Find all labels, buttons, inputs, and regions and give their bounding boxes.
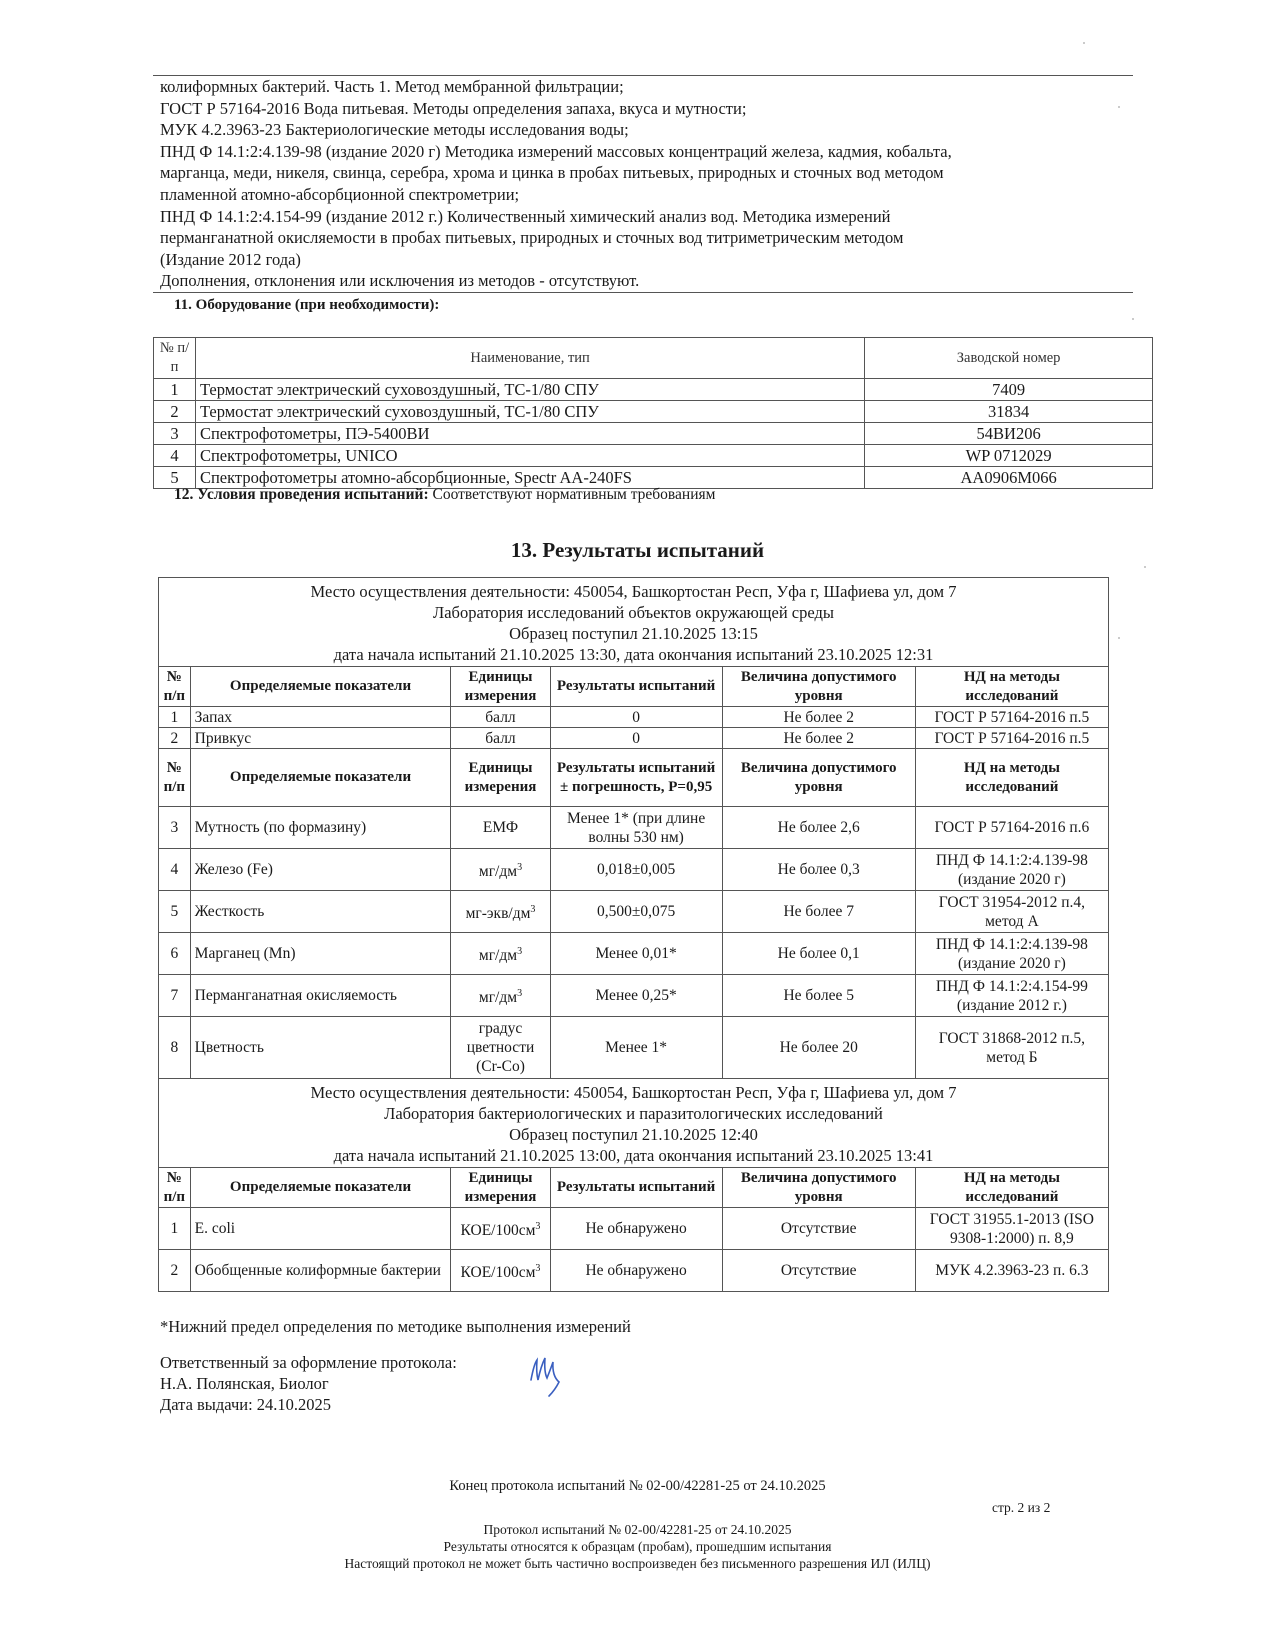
- page-number: стр. 2 из 2: [992, 1500, 1051, 1515]
- row-units: [451, 1250, 550, 1292]
- units-exponent: 3: [535, 1220, 541, 1232]
- scan-speck: [1132, 318, 1134, 320]
- responsible-person: Н.А. Полянская, Биолог: [160, 1374, 329, 1393]
- header-result: Результаты испытаний: [550, 1168, 722, 1208]
- sample-received: Образец поступил 21.10.2025 13:15: [509, 624, 758, 643]
- equipment-num: 2: [154, 401, 196, 423]
- footer-protocol: Протокол испытаний № 02-00/42281-25 от 24.10.2025: [483, 1522, 792, 1537]
- methods-line: (Издание 2012 года): [160, 249, 301, 269]
- row-method: ГОСТ Р 57164-2016 п.6: [915, 807, 1108, 849]
- row-limit: Не более 0,3: [722, 849, 915, 891]
- units-exponent: 3: [517, 987, 523, 999]
- signoff-block: [160, 1352, 457, 1415]
- scan-speck: [1144, 566, 1146, 568]
- row-num: 5: [159, 891, 191, 933]
- row-result: 0: [550, 707, 722, 728]
- row-limit: Не более 2: [722, 728, 915, 749]
- results-header-row-uncertainty: [159, 749, 1109, 807]
- methods-line: Дополнения, отклонения или исключения из методов - отсутствуют.: [160, 271, 640, 291]
- methods-line: ГОСТ Р 57164-2016 Вода питьевая. Методы определения запаха, вкуса и мутности;: [160, 98, 747, 118]
- row-limit: Не более 0,1: [722, 933, 915, 975]
- header-method: НД на методы исследований: [915, 749, 1108, 807]
- table-row: [154, 445, 1153, 467]
- row-indicator: Мутность (по формазину): [190, 807, 451, 849]
- row-num: 8: [159, 1017, 191, 1079]
- row-result: 0,500±0,075: [550, 891, 722, 933]
- equipment-serial: 54ВИ206: [865, 423, 1153, 445]
- page-footer: [0, 1521, 1275, 1572]
- table-row: [159, 1250, 1109, 1292]
- equipment-num: 4: [154, 445, 196, 467]
- units-text: мг/дм: [478, 863, 518, 881]
- equipment-serial: 31834: [865, 401, 1153, 423]
- table-row: [154, 379, 1153, 401]
- table-row: [154, 423, 1153, 445]
- row-units: [451, 891, 550, 933]
- equipment-serial: AA0906M066: [865, 467, 1153, 489]
- header-limit: Величина допустимого уровня: [722, 749, 915, 807]
- issue-date: Дата выдачи: 24.10.2025: [160, 1395, 332, 1414]
- lab-name: Лаборатория исследований объектов окружающей среды: [433, 603, 834, 622]
- header-num: № п/п: [159, 667, 191, 707]
- equipment-num: 3: [154, 423, 196, 445]
- row-result: Менее 0,01*: [550, 933, 722, 975]
- table-row: [159, 891, 1109, 933]
- row-method: ГОСТ 31955.1-2013 (ISO 9308-1:2000) п. 8,9: [915, 1208, 1108, 1250]
- row-indicator: Запах: [190, 707, 451, 728]
- equipment-name: Термостат электрический суховоздушный, ТС-1/80 СПУ: [195, 379, 864, 401]
- table-row: [159, 728, 1109, 749]
- equipment-name: Спектрофотометры, ПЭ-5400ВИ: [195, 423, 864, 445]
- row-result: 0,018±0,005: [550, 849, 722, 891]
- equipment-serial: WP 0712029: [865, 445, 1153, 467]
- row-units: балл: [451, 707, 550, 728]
- methods-line: марганца, меди, никеля, свинца, серебра, хрома и цинка в пробах питьевых, природных и сточных вод методом: [160, 163, 944, 183]
- header-num: № п/п: [159, 749, 191, 807]
- equipment-table: [153, 337, 1153, 489]
- row-num: 2: [159, 1250, 191, 1292]
- table-row: [159, 933, 1109, 975]
- row-method: ПНД Ф 14.1:2:4.139-98 (издание 2020 г): [915, 849, 1108, 891]
- header-limit: Величина допустимого уровня: [722, 667, 915, 707]
- row-units: [451, 933, 550, 975]
- equipment-name: Спектрофотометры, UNICO: [195, 445, 864, 467]
- row-num: 3: [159, 807, 191, 849]
- row-limit: Не более 2,6: [722, 807, 915, 849]
- equipment-serial: 7409: [865, 379, 1153, 401]
- table-row: [154, 401, 1153, 423]
- header-result: Результаты испытаний: [550, 667, 722, 707]
- units-text: КОЕ/100см: [460, 1264, 536, 1282]
- equipment-num: 5: [154, 467, 196, 489]
- header-units: Единицы измерения: [451, 667, 550, 707]
- row-indicator: Жесткость: [190, 891, 451, 933]
- row-result: Менее 1*: [550, 1017, 722, 1079]
- units-text: ЕМФ: [482, 819, 519, 836]
- units-exponent: 3: [535, 1262, 541, 1274]
- results-table: [158, 577, 1109, 1292]
- sample-received: Образец поступил 21.10.2025 12:40: [509, 1125, 758, 1144]
- row-result: Менее 1* (при длине волны 530 нм): [550, 807, 722, 849]
- row-limit: Не более 20: [722, 1017, 915, 1079]
- equipment-name: Спектрофотометры атомно-абсорбционные, Spectr AA-240FS: [195, 467, 864, 489]
- row-units: [451, 975, 550, 1017]
- scan-speck: [1118, 106, 1120, 108]
- activity-place: Место осуществления деятельности: 450054, Башкортостан Респ, Уфа г, Шафиева ул, дом 7: [310, 582, 957, 601]
- table-row: [159, 707, 1109, 728]
- equipment-header-row: [154, 338, 1153, 379]
- signature-icon: [525, 1350, 565, 1405]
- row-method: ГОСТ 31868-2012 п.5, метод Б: [915, 1017, 1108, 1079]
- row-result: Менее 0,25*: [550, 975, 722, 1017]
- footnote: *Нижний предел определения по методике выполнения измерений: [160, 1317, 631, 1336]
- row-method: МУК 4.2.3963-23 п. 6.3: [915, 1250, 1108, 1292]
- units-text: КОЕ/100см: [460, 1222, 536, 1240]
- scan-speck: [1083, 42, 1085, 44]
- equipment-header-num: № п/п: [154, 338, 196, 379]
- header-num: № п/п: [159, 1168, 191, 1208]
- methods-line: перманганатной окисляемости в пробах питьевых, природных и сточных вод титриметрическим методом: [160, 228, 904, 248]
- methods-list: [160, 76, 1120, 292]
- row-result: Не обнаружено: [550, 1250, 722, 1292]
- row-units: [451, 807, 550, 849]
- units-text: мг-экв/дм: [465, 905, 531, 923]
- row-num: 1: [159, 1208, 191, 1250]
- row-num: 4: [159, 849, 191, 891]
- row-limit: Не более 5: [722, 975, 915, 1017]
- test-conditions-label: 12. Условия проведения испытаний:: [174, 486, 429, 503]
- table-row: [159, 1208, 1109, 1250]
- equipment-name: Термостат электрический суховоздушный, ТС-1/80 СПУ: [195, 401, 864, 423]
- equipment-title: 11. Оборудование (при необходимости):: [174, 297, 440, 313]
- header-indicator: Определяемые показатели: [190, 667, 451, 707]
- header-indicator: Определяемые показатели: [190, 749, 451, 807]
- row-limit: Не более 2: [722, 707, 915, 728]
- header-method: НД на методы исследований: [915, 667, 1108, 707]
- row-method: ГОСТ 31954-2012 п.4, метод А: [915, 891, 1108, 933]
- equipment-header-name: Наименование, тип: [195, 338, 864, 379]
- header-units: Единицы измерения: [451, 1168, 550, 1208]
- scan-speck: [1118, 637, 1120, 639]
- footer-scope: Результаты относятся к образцам (пробам), прошедшим испытания: [443, 1539, 832, 1554]
- row-method: ПНД Ф 14.1:2:4.139-98 (издание 2020 г): [915, 933, 1108, 975]
- header-limit: Величина допустимого уровня: [722, 1168, 915, 1208]
- lab-name: Лаборатория бактериологических и паразитологических исследований: [384, 1104, 883, 1123]
- row-indicator: Привкус: [190, 728, 451, 749]
- row-limit: Не более 7: [722, 891, 915, 933]
- table-row: [159, 975, 1109, 1017]
- row-num: 7: [159, 975, 191, 1017]
- results-header-row: [159, 1168, 1109, 1208]
- header-method: НД на методы исследований: [915, 1168, 1108, 1208]
- methods-divider: [153, 292, 1133, 293]
- header-units: Единицы измерения: [451, 749, 550, 807]
- units-text: мг/дм: [478, 989, 518, 1007]
- results-header-row: [159, 667, 1109, 707]
- row-indicator: E. coli: [190, 1208, 451, 1250]
- units-exponent: 3: [517, 861, 523, 873]
- row-units: [451, 1208, 550, 1250]
- row-num: 1: [159, 707, 191, 728]
- header-indicator: Определяемые показатели: [190, 1168, 451, 1208]
- row-result: 0: [550, 728, 722, 749]
- methods-line: колиформных бактерий. Часть 1. Метод мембранной фильтрации;: [160, 77, 624, 96]
- row-indicator: Железо (Fe): [190, 849, 451, 891]
- units-text: мг/дм: [478, 947, 518, 965]
- units-exponent: 3: [530, 903, 536, 915]
- row-method: ПНД Ф 14.1:2:4.154-99 (издание 2012 г.): [915, 975, 1108, 1017]
- equipment-header-serial: Заводской номер: [865, 338, 1153, 379]
- row-result: Не обнаружено: [550, 1208, 722, 1250]
- end-of-protocol: Конец протокола испытаний № 02-00/42281-25 от 24.10.2025: [449, 1478, 826, 1494]
- methods-line: пламенной атомно-абсорбционной спектрометрии;: [160, 184, 520, 204]
- row-num: 6: [159, 933, 191, 975]
- test-dates: дата начала испытаний 21.10.2025 13:30, дата окончания испытаний 23.10.2025 12:31: [333, 645, 934, 664]
- header-result: Результаты испытаний ± погрешность, Р=0,95: [550, 749, 722, 807]
- equipment-num: 1: [154, 379, 196, 401]
- footer-copyright: Настоящий протокол не может быть частично воспроизведен без письменного разрешения ИЛ (ИЛЦ): [344, 1556, 931, 1571]
- row-method: ГОСТ Р 57164-2016 п.5: [915, 728, 1108, 749]
- lab-info-block-2: [159, 1079, 1109, 1168]
- responsible-label: Ответственный за оформление протокола:: [160, 1353, 457, 1372]
- test-dates: дата начала испытаний 21.10.2025 13:00, дата окончания испытаний 23.10.2025 13:41: [333, 1146, 934, 1165]
- row-units: балл: [451, 728, 550, 749]
- table-row: [159, 1017, 1109, 1079]
- table-row: [159, 849, 1109, 891]
- row-limit: Отсутствие: [722, 1208, 915, 1250]
- row-num: 2: [159, 728, 191, 749]
- row-indicator: Марганец (Mn): [190, 933, 451, 975]
- table-row: [159, 807, 1109, 849]
- activity-place: Место осуществления деятельности: 450054, Башкортостан Респ, Уфа г, Шафиева ул, дом 7: [310, 1083, 957, 1102]
- test-conditions-value: Соответствуют нормативным требованиям: [432, 486, 716, 503]
- methods-line: МУК 4.2.3963-23 Бактериологические методы исследования воды;: [160, 120, 629, 140]
- results-title: 13. Результаты испытаний: [510, 538, 765, 562]
- row-method: ГОСТ Р 57164-2016 п.5: [915, 707, 1108, 728]
- methods-line: ПНД Ф 14.1:2:4.139-98 (издание 2020 г) Методика измерений массовых концентраций железа, кадмия, кобальта,: [160, 141, 952, 161]
- methods-line: ПНД Ф 14.1:2:4.154-99 (издание 2012 г.) Количественный химический анализ вод. Методика измерений: [160, 206, 891, 226]
- test-conditions: [174, 486, 715, 504]
- lab-info-block-1: [159, 578, 1109, 667]
- row-indicator: Перманганатная окисляемость: [190, 975, 451, 1017]
- units-exponent: 3: [517, 945, 523, 957]
- row-indicator: Цветность: [190, 1017, 451, 1079]
- row-units: градус цветности (Cr-Co): [451, 1017, 550, 1079]
- row-indicator: Обобщенные колиформные бактерии: [190, 1250, 451, 1292]
- row-units: [451, 849, 550, 891]
- row-limit: Отсутствие: [722, 1250, 915, 1292]
